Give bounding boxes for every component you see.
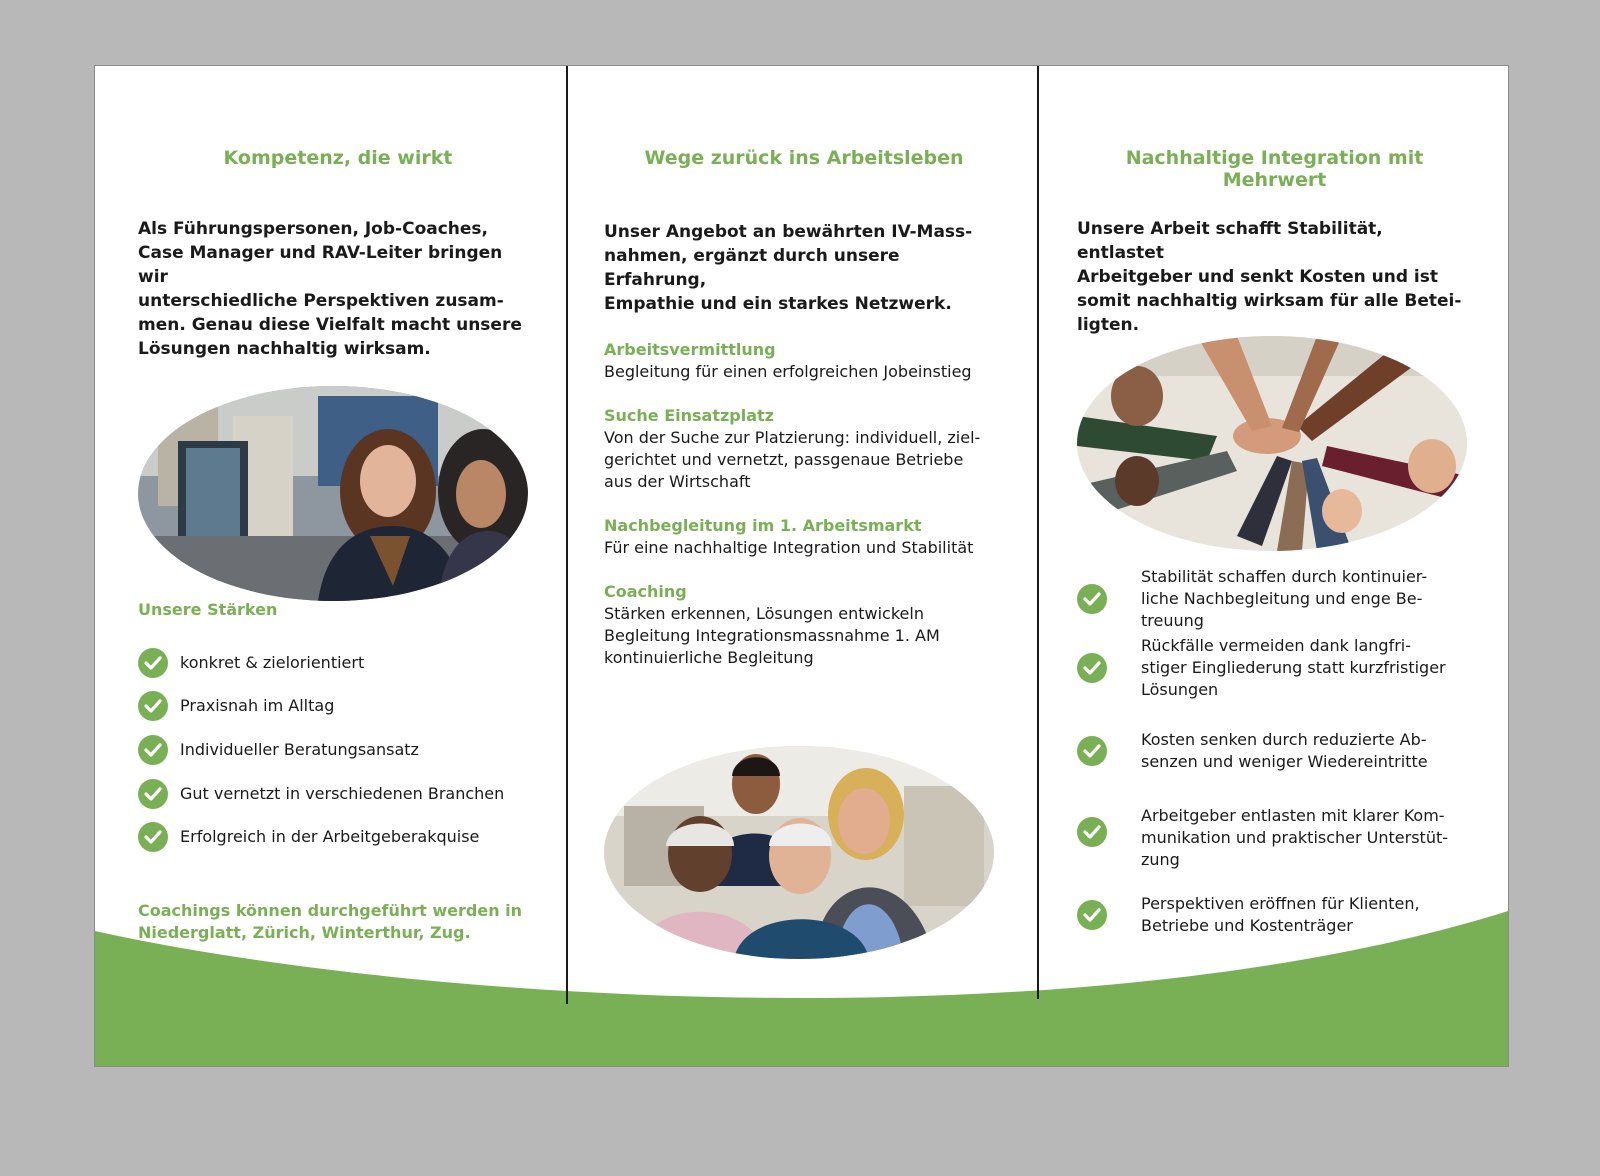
panel-heading: Nachhaltige Integration mit Mehrwert xyxy=(1125,147,1424,191)
list-item xyxy=(138,691,334,721)
panel-wege xyxy=(604,66,1004,1066)
panel-divider xyxy=(1037,66,1039,999)
list-item-label: Erfolgreich in der Arbeitgeberakquise xyxy=(180,827,480,846)
benefit-text xyxy=(1141,635,1471,701)
office-women-photo xyxy=(138,386,528,601)
panel-heading: Kompetenz, die wirkt xyxy=(223,147,453,169)
locations-line: Coachings können durchgeführt werden in xyxy=(138,901,523,920)
intro-line: Unser Angebot an bewährten IV-Mass- xyxy=(604,222,973,242)
benefit-line: treuung xyxy=(1141,611,1204,630)
list-item-label: Praxisnah im Alltag xyxy=(180,696,335,715)
intro-line: men. Genau diese Vielfalt macht unsere xyxy=(138,315,522,335)
intro-text xyxy=(604,220,1004,316)
service-desc: Begleitung Integrationsmassnahme 1. AM xyxy=(604,626,940,645)
service-title: Coaching xyxy=(604,582,687,601)
benefit-line: stiger Eingliederung statt kurzfristiger xyxy=(1141,658,1446,677)
benefit-line: Arbeitgeber entlasten mit klarer Kom- xyxy=(1141,806,1445,825)
intro-text xyxy=(138,217,538,361)
service-item xyxy=(604,405,1004,493)
service-desc: Begleitung für einen erfolgreichen Jobeinstieg xyxy=(604,362,972,381)
checkmark-icon xyxy=(138,691,168,721)
benefit-line: senzen und weniger Wiedereintritte xyxy=(1141,752,1428,771)
list-item xyxy=(138,735,419,765)
benefit-line: liche Nachbegleitung und enge Be- xyxy=(1141,589,1423,608)
checkmark-icon xyxy=(1077,653,1107,683)
benefit-line: Kosten senken durch reduzierte Ab- xyxy=(1141,730,1427,749)
checkmark-icon xyxy=(138,735,168,765)
list-item xyxy=(138,822,479,852)
checkmark-icon xyxy=(1077,900,1107,930)
benefit-text xyxy=(1141,805,1471,871)
service-desc: kontinuierliche Begleitung xyxy=(604,648,814,667)
brochure-sheet xyxy=(94,65,1509,1067)
intro-line: ligten. xyxy=(1077,315,1140,335)
checkmark-icon xyxy=(1077,817,1107,847)
service-item xyxy=(604,339,1004,383)
service-desc: Von der Suche zur Platzierung: individuell, ziel- xyxy=(604,428,981,447)
intro-line: Arbeitgeber und senkt Kosten und ist xyxy=(1077,267,1439,287)
service-title: Suche Einsatzplatz xyxy=(604,406,774,425)
service-desc: gerichtet und vernetzt, passgenaue Betriebe xyxy=(604,450,964,469)
service-title: Arbeitsvermittlung xyxy=(604,340,776,359)
benefit-line: Lösungen xyxy=(1141,680,1219,699)
list-item xyxy=(1077,730,1428,771)
intro-line: unterschiedliche Perspektiven zusam- xyxy=(138,291,504,311)
list-item xyxy=(1077,566,1428,632)
list-item-label: konkret & zielorientiert xyxy=(180,653,365,672)
benefit-text xyxy=(1141,729,1471,773)
list-item xyxy=(1077,636,1446,699)
checkmark-icon xyxy=(1077,584,1107,614)
service-item xyxy=(604,581,1004,669)
benefit-line: Stabilität schaffen durch kontinuier- xyxy=(1141,567,1428,586)
strengths-title: Unsere Stärken xyxy=(138,600,278,619)
list-item-label: Gut vernetzt in verschiedenen Branchen xyxy=(180,784,505,803)
checkmark-icon xyxy=(138,822,168,852)
intro-line: Unsere Arbeit schafft Stabilität, entlastet xyxy=(1077,219,1383,263)
benefit-line: Perspektiven eröffnen für Klienten, xyxy=(1141,894,1420,913)
panel-nachhaltig xyxy=(1077,66,1472,1066)
benefit-line: munikation und praktischer Unterstüt- xyxy=(1141,828,1449,847)
benefit-line: Betriebe und Kostenträger xyxy=(1141,916,1353,935)
benefit-line: zung xyxy=(1141,850,1180,869)
intro-text xyxy=(1077,217,1472,337)
service-desc: aus der Wirtschaft xyxy=(604,472,751,491)
team-hands-photo xyxy=(1077,336,1467,551)
list-item xyxy=(138,648,364,678)
service-desc: Für eine nachhaltige Integration und Stabilität xyxy=(604,538,974,557)
panel-divider xyxy=(566,66,568,1004)
service-title: Nachbegleitung im 1. Arbeitsmarkt xyxy=(604,516,922,535)
locations-line: Niederglatt, Zürich, Winterthur, Zug. xyxy=(138,923,471,942)
service-item xyxy=(604,515,1004,559)
benefit-text xyxy=(1141,566,1471,632)
checkmark-icon xyxy=(138,779,168,809)
list-item xyxy=(138,779,504,809)
seniors-group-photo xyxy=(604,746,994,959)
intro-line: Als Führungspersonen, Job-Coaches, xyxy=(138,219,489,239)
list-item xyxy=(1077,806,1449,869)
list-item xyxy=(1077,894,1420,935)
intro-line: somit nachhaltig wirksam für alle Betei- xyxy=(1077,291,1462,311)
panel-heading: Wege zurück ins Arbeitsleben xyxy=(644,147,964,169)
coaching-locations xyxy=(138,900,538,944)
benefit-text xyxy=(1141,893,1471,937)
service-desc: Stärken erkennen, Lösungen entwickeln xyxy=(604,604,924,623)
intro-line: Case Manager und RAV-Leiter bringen wir xyxy=(138,243,503,287)
intro-line: nahmen, ergänzt durch unsere Erfahrung, xyxy=(604,246,900,290)
intro-line: Empathie und ein starkes Netzwerk. xyxy=(604,294,952,314)
panel-kompetenz xyxy=(138,66,538,1066)
benefit-line: Rückfälle vermeiden dank langfri- xyxy=(1141,636,1411,655)
checkmark-icon xyxy=(1077,736,1107,766)
intro-line: Lösungen nachhaltig wirksam. xyxy=(138,339,431,359)
checkmark-icon xyxy=(138,648,168,678)
list-item-label: Individueller Beratungsansatz xyxy=(180,740,419,759)
